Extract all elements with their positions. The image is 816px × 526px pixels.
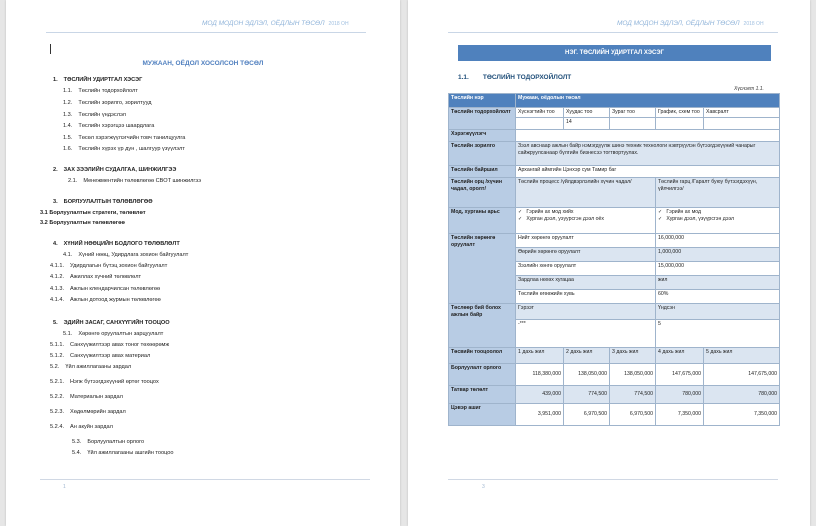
header-year: 2018 ОН <box>743 21 764 27</box>
cell-value: Зардлаа нөхөх хугацаа <box>516 276 656 290</box>
cell-value: 6,970,500 <box>610 404 656 426</box>
cell-label: Төслийн нэр <box>449 94 516 108</box>
toc-entry[interactable]: 1.3. Төслийн үндэслэл <box>63 112 126 118</box>
cell-value: Нийт хөрөнгө оруулалт <box>516 234 656 248</box>
check-item: ✓ Гэрийн ах мод <box>658 209 777 216</box>
toc-entry[interactable]: 1.5. Төсөл хэрэгжүүлэгчийн товч танилцуулга <box>63 135 186 141</box>
toc-entry[interactable]: 3.2 Борлуулалтын төлөвлөгөө <box>40 220 125 226</box>
cell-value: 7,350,000 <box>656 404 704 426</box>
cell-value: 780,000 <box>704 386 780 404</box>
cell-header: 3 дахь жил <box>610 348 656 364</box>
cell-value: 1,000,000 <box>656 248 780 262</box>
toc-entry[interactable]: 1.2. Төслийн зорилго, зорилтууд <box>63 100 152 106</box>
table-row <box>449 142 780 166</box>
check-item: ✓ Гэрийн ах мод хийх <box>518 209 653 216</box>
cell-value <box>704 118 780 130</box>
project-info-table <box>448 93 780 426</box>
toc-entry[interactable]: 3.1 Борлуулалтын стратеги, төлөвлөт <box>40 210 146 216</box>
cell-label: Мод, хурганы арьс <box>449 208 516 234</box>
cell-value: Зээл авснаар ажлын байр нэмэгдүүлж шинэ техник технологи нэвтрүүлэн бүтээгдэхүүний чанарыг сайжруулсанаар бүлгийн бизнесээ тогтвортуулах. <box>516 142 780 166</box>
footer-rule <box>40 479 370 480</box>
toc-entry[interactable]: 5.4. Үйл ажиллагааны ашгийн тооцоо <box>72 450 174 456</box>
toc-entry[interactable]: 2.1. Менежментийн төлөвлөгөө СВОТ шинжилгээ <box>68 178 202 184</box>
cell-value: 780,000 <box>656 386 704 404</box>
toc-entry[interactable]: 4.1. Хүний нөөц, Удирдлага зохион байгуулалт <box>63 252 189 258</box>
header-text: МОД МОДОН ЭДЛЭЛ, ОЁДЛЫН ТӨСӨЛ <box>202 20 325 27</box>
toc-entry[interactable]: 5.1.1. Санхүүжилтээр авах тоног төхөөрөмж <box>50 342 170 348</box>
cell-value: Өөрийн хөрөнгө оруулалт <box>516 248 656 262</box>
toc-entry[interactable]: 5.2.1. Нэгж бүтээгдэхүүний өртөг тооцох <box>50 379 159 385</box>
cell-value: 14 <box>564 118 610 130</box>
cell-value <box>656 208 780 234</box>
cell-value: Төслийн процесс /үйлдвэрлэлийн хүчин чадал/ <box>516 178 656 208</box>
toc-entry[interactable]: 5.3. Борлуулалтын орлого <box>72 439 145 445</box>
cell-label: Төслийн хөрөнгө оруулалт <box>449 234 516 304</box>
header-text: МОД МОДОН ЭДЛЭЛ, ОЁДЛЫН ТӨСӨЛ <box>617 20 740 27</box>
table-row <box>449 234 780 248</box>
toc-entry[interactable]: 5.2. Үйл ажиллагааны зардал <box>50 364 132 370</box>
cell-label: Борлуулалт орлого <box>449 364 516 386</box>
cell-label: Цэвэр ашиг <box>449 404 516 426</box>
document-title: МУЖААН, ОЁДОЛ ХОСОЛСОН ТӨСӨЛ <box>142 60 264 67</box>
cell-header: График, схем тоо <box>656 108 704 118</box>
cell-value: жил <box>656 276 780 290</box>
page-number: 3 <box>482 484 485 490</box>
document-page-2 <box>408 0 810 526</box>
cell-value: 774,500 <box>564 386 610 404</box>
cell-header: Хүснэгтийн тоо <box>516 108 564 118</box>
toc-entry[interactable]: 1.1. Төслийн тодорхойлолт <box>63 88 138 94</box>
table-row <box>449 364 780 386</box>
table-row <box>449 404 780 426</box>
table-row <box>449 178 780 208</box>
toc-entry[interactable]: 4.1.4. Ажлын дотоод журмын төлөвлөгөө <box>50 297 161 303</box>
table-caption: Хүснэгт 1.1. <box>734 86 764 92</box>
document-page-1 <box>6 0 400 526</box>
cell-value: 138,050,000 <box>610 364 656 386</box>
cell-header: Хуудас тоо <box>564 108 610 118</box>
cell-header: 4 дахь жил <box>656 348 704 364</box>
toc-entry[interactable]: 5.1. Хөрөнгө оруулалтын зарцуулалт <box>63 331 164 337</box>
toc-entry[interactable]: 4.1.3. Ажлын клендарчилсан төлөвлөгөө <box>50 286 161 292</box>
cell-value: 60% <box>656 290 780 304</box>
footer-rule <box>448 479 778 480</box>
header-rule <box>448 32 778 33</box>
toc-entry[interactable]: 2. ЗАХ ЗЭЭЛИЙН СУДАЛГАА, ШИНЖИЛГЭЭ <box>53 167 177 173</box>
cell-value: Архангай аймгийн Цэнхэр сум Тамир баг <box>516 166 780 178</box>
cell-value: 439,000 <box>516 386 564 404</box>
cell-label: Төсвийн тооцоолол <box>449 348 516 364</box>
cell-value: Төслийн өгөөжийн хувь <box>516 290 656 304</box>
cell-value: 147,675,000 <box>704 364 780 386</box>
cell-label: Төслийн зорилго <box>449 142 516 166</box>
check-item: ✓ Хурган дээл, уэуурсгэн дээл оёх <box>518 216 653 223</box>
cell-value: 138,050,000 <box>564 364 610 386</box>
check-item: ✓ Хурган дээл, үзүүрсгэн дээл <box>658 216 777 223</box>
cell-value <box>516 130 780 142</box>
cell-value: 5 <box>656 320 780 348</box>
cell-label: Тѳслѳѳр бий болох ажлын байр <box>449 304 516 348</box>
toc-entry[interactable]: 5.2.2. Материалын зардал <box>50 394 123 400</box>
toc-entry[interactable]: 1.4. Төслийн хэрэгцээ шаардлага <box>63 123 155 129</box>
toc-entry[interactable]: 5. ЭДИЙН ЗАСАГ, САНХҮҮГИЙН ТООЦОО <box>53 320 170 326</box>
toc-entry[interactable]: 4. ХҮНИЙ НӨӨЦИЙН БОДЛОГО ТӨЛӨВЛӨЛТ <box>53 241 180 247</box>
text-cursor <box>50 44 51 54</box>
cell-value <box>610 118 656 130</box>
header-year: 2018 ОН <box>328 21 349 27</box>
table-row <box>449 348 780 364</box>
table-row <box>449 130 780 142</box>
cell-value: -*** <box>516 320 656 348</box>
cell-header: 1 дахь жил <box>516 348 564 364</box>
section-heading: 1.1. ТӨСЛИЙН ТОДОРХОЙЛОЛТ <box>458 74 572 81</box>
chapter-banner: НЭГ. ТӨСЛИЙН УДИРТГАЛ ХЭСЭГ <box>458 45 771 61</box>
cell-label: Төслийн тодорхойлолт <box>449 108 516 130</box>
table-row <box>449 94 780 108</box>
cell-label: Татвар төлөлт <box>449 386 516 404</box>
cell-label: Төслийн орц /хүчин чадал, оролт/ <box>449 178 516 208</box>
table-row <box>449 386 780 404</box>
cell-value: Гэрээт <box>516 304 656 320</box>
cell-value: Төслийн гарц /Гаралт буюу бүтээгдэхүүн, үйлчилгээ/ <box>656 178 780 208</box>
table-row <box>449 166 780 178</box>
cell-label: Хэрэгжүүлэгч <box>449 130 516 142</box>
cell-value <box>516 118 564 130</box>
toc-entry[interactable]: 4.1.2. Ажиллах хүчний төлөвлөлт <box>50 274 142 280</box>
header-rule <box>46 32 366 33</box>
cell-value: 15,000,000 <box>656 262 780 276</box>
cell-value: 774,500 <box>610 386 656 404</box>
toc-entry[interactable]: 5.2.4. Ан акуйн зардал <box>50 424 113 430</box>
table-row <box>449 208 780 234</box>
cell-header: Хавсралт <box>704 108 780 118</box>
toc-entry[interactable]: 3. БОРЛУУЛАЛТЫН ТӨЛӨВЛӨГӨӨ <box>53 199 153 205</box>
toc-entry[interactable]: 1. ТӨСЛИЙН УДИРТГАЛ ХЭСЭГ <box>53 77 143 83</box>
table-row <box>449 108 780 118</box>
cell-value: 7,350,000 <box>704 404 780 426</box>
cell-value: Зээлийн хөнгө оруулалт <box>516 262 656 276</box>
cell-value: 16,000,000 <box>656 234 780 248</box>
toc-entry[interactable]: 5.2.3. Хөдөлмөрийн зардал <box>50 409 126 415</box>
cell-value <box>656 118 704 130</box>
toc-entry[interactable]: 1.6. Төслийн хүрэх үр дүн , шалгуур үзүүлэлт <box>63 146 185 152</box>
toc-entry[interactable]: 5.1.2. Санхүүжилтээр авах материал <box>50 353 151 359</box>
cell-value: 147,675,000 <box>656 364 704 386</box>
cell-value: 3,951,000 <box>516 404 564 426</box>
page-header <box>617 20 764 27</box>
cell-label: Төслийн байршил <box>449 166 516 178</box>
cell-value <box>516 208 656 234</box>
page-header <box>202 20 349 27</box>
cell-header: 2 дахь жил <box>564 348 610 364</box>
cell-value: 6,970,500 <box>564 404 610 426</box>
cell-value: 118,380,000 <box>516 364 564 386</box>
cell-value: Мужаан, оёдолын төсөл <box>516 94 780 108</box>
page-number: 1 <box>63 484 66 490</box>
cell-header: Зураг тоо <box>610 108 656 118</box>
table-row <box>449 304 780 320</box>
cell-header: 5 дахь жил <box>704 348 780 364</box>
cell-value: Үндсэн <box>656 304 780 320</box>
toc-entry[interactable]: 4.1.1. Удирдлагын бүтэц зохион байгуулалт <box>50 263 168 269</box>
